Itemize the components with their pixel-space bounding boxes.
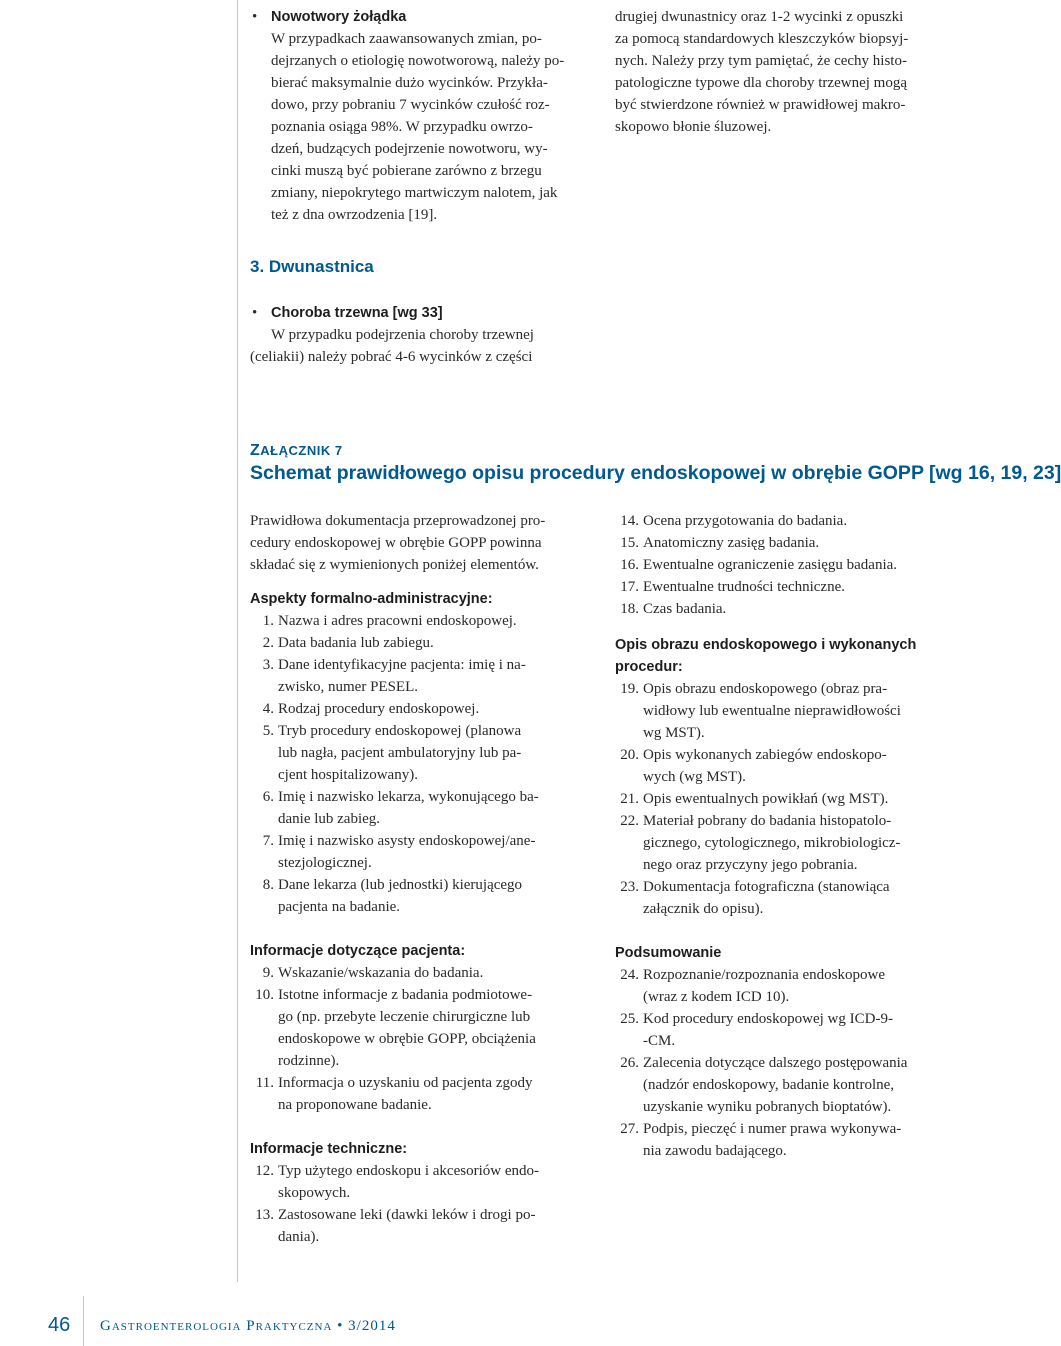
list-item-text	[641, 1118, 951, 1162]
text-line: Ewentualne trudności techniczne.	[643, 579, 846, 595]
page-number: 46	[48, 1314, 71, 1336]
list-item-number: 10.	[255, 987, 274, 1003]
text-line: Imię i nazwisko lekarza, wykonującego ba-	[278, 789, 539, 805]
list-item-number: 20.	[620, 747, 639, 763]
text-line: nych. Należy przy tym pamiętać, że cechy histo-	[615, 53, 907, 69]
list-item-text	[641, 576, 951, 598]
text-line: dania).	[278, 1229, 320, 1245]
group-heading	[615, 634, 951, 678]
bullet-title: Nowotwory żołądka	[271, 9, 407, 25]
list-item-text	[276, 1072, 586, 1116]
text-line: dowo, przy pobraniu 7 wycinków czułość roz-	[271, 97, 550, 113]
list-item-text	[276, 610, 586, 632]
text-line: uzyskanie wyniku pobranych bioptatów).	[643, 1099, 892, 1115]
text-line: nego oraz przyczyny jego pobrania.	[643, 857, 858, 873]
text-line: skopowo błonie śluzowej.	[615, 119, 772, 135]
text-line: danie lub zabieg.	[278, 811, 381, 827]
text-line: Dane lekarza (lub jednostki) kierującego	[278, 877, 523, 893]
list-item-text	[276, 830, 586, 874]
numbered-list	[250, 962, 586, 1116]
section-title-duodenum: 3. Dwunastnica	[250, 257, 374, 276]
list-item	[615, 876, 951, 920]
text-line: go (np. przebyte leczenie chirurgiczne lub	[278, 1009, 531, 1025]
text-line: zwisko, numer PESEL.	[278, 679, 418, 695]
list-item-number: 27.	[620, 1121, 639, 1137]
list-item-text	[276, 720, 586, 786]
text-line: Rozpoznanie/rozpoznania endoskopowe	[643, 967, 885, 983]
text-line: być stwierdzone również w prawidłowej makro-	[615, 97, 906, 113]
list-item	[250, 720, 586, 786]
numbered-list	[250, 610, 586, 918]
list-item-number: 19.	[620, 681, 639, 697]
numbered-list	[615, 510, 951, 620]
journal-footer: Gastroenterologia Praktyczna • 3/2014	[100, 1318, 396, 1334]
text-line: rodzinne).	[278, 1053, 340, 1069]
text-line: załącznik do opisu).	[643, 901, 764, 917]
text-line: wg MST).	[643, 725, 705, 741]
attachment-title: Schemat prawidłowego opisu procedury endoskopowej w obrębie GOPP [wg 16, 19, 23]	[250, 462, 1061, 484]
top-left-column	[252, 6, 596, 226]
list-item	[250, 632, 586, 654]
numbered-list	[615, 678, 951, 920]
list-item-number: 8.	[262, 877, 274, 893]
list-item-text	[276, 1204, 586, 1248]
text-line: dzeń, budzących podejrzenie nowotworu, wy-	[271, 141, 548, 157]
bullet-celiac	[252, 302, 596, 324]
list-item	[250, 1204, 586, 1248]
list-item-text	[641, 964, 951, 1008]
text-line: dejrzanych o etiologię nowotworową, należy po-	[271, 53, 565, 69]
list-item-number: 6.	[262, 789, 274, 805]
list-item-text	[641, 1008, 951, 1052]
list-item	[615, 1008, 951, 1052]
list-item	[250, 786, 586, 830]
list-item	[615, 678, 951, 744]
list-item	[615, 744, 951, 788]
list-item-number: 5.	[262, 723, 274, 739]
heading-line: Opis obrazu endoskopowego i wykonanych	[615, 637, 917, 653]
list-item-text	[641, 788, 951, 810]
text-line: Zastosowane leki (dawki leków i drogi po-	[278, 1207, 536, 1223]
list-item	[250, 698, 586, 720]
text-line: Dokumentacja fotograficzna (stanowiąca	[643, 879, 890, 895]
list-item-number: 25.	[620, 1011, 639, 1027]
list-item-text	[641, 678, 951, 744]
text-line: pacjenta na badanie.	[278, 899, 401, 915]
list-item	[250, 1160, 586, 1204]
attachment-label-initial: Z	[250, 442, 261, 459]
text-line: -CM.	[643, 1033, 676, 1049]
footer-separator	[83, 1296, 84, 1346]
text-line: cjent hospitalizowany).	[278, 767, 418, 783]
list-item-number: 14.	[620, 513, 639, 529]
text-line: (nadzór endoskopowy, badanie kontrolne,	[643, 1077, 895, 1093]
text-line: endoskopowe w obrębie GOPP, obciążenia	[278, 1031, 536, 1047]
top-right-column	[615, 6, 960, 138]
list-item-number: 17.	[620, 579, 639, 595]
text-line: W przypadku podejrzenia choroby trzewnej	[271, 327, 534, 343]
list-item	[250, 654, 586, 698]
list-item	[250, 1072, 586, 1116]
text-line: Opis obrazu endoskopowego (obraz pra-	[643, 681, 888, 697]
list-item	[250, 874, 586, 918]
top-left-column-2	[250, 302, 596, 368]
list-item-number: 7.	[262, 833, 274, 849]
text-line: poznania osiąga 98%. W przypadku owrzo-	[271, 119, 533, 135]
text-line: za pomocą standardowych kleszczyków biopsyj-	[615, 31, 909, 47]
list-item	[615, 554, 951, 576]
group-heading: Informacje techniczne:	[250, 1141, 408, 1157]
list-item-text	[641, 554, 951, 576]
list-item-number: 1.	[262, 613, 274, 629]
text-line: wych (wg MST).	[643, 769, 746, 785]
list-item	[615, 1052, 951, 1118]
numbered-list	[615, 964, 951, 1162]
bullet-icon: •	[252, 9, 258, 25]
list-item	[615, 598, 951, 620]
text-line: Rodzaj procedury endoskopowej.	[278, 701, 480, 717]
list-item-text	[276, 698, 586, 720]
list-item-text	[276, 874, 586, 918]
list-item-text	[276, 1160, 586, 1204]
text-line: lub nagła, pacjent ambulatoryjny lub pa-	[278, 745, 522, 761]
text-line: bierać maksymalnie dużo wycinków. Przykła-	[271, 75, 548, 91]
text-line: Nazwa i adres pracowni endoskopowej.	[278, 613, 517, 629]
list-item	[250, 962, 586, 984]
list-item-number: 24.	[620, 967, 639, 983]
list-item-number: 11.	[255, 1075, 274, 1091]
list-item-number: 16.	[620, 557, 639, 573]
list-item	[615, 510, 951, 532]
list-item-number: 15.	[620, 535, 639, 551]
list-item-text	[641, 598, 951, 620]
text-line: Materiał pobrany do badania histopatolo-	[643, 813, 892, 829]
celiac-paragraph	[250, 324, 596, 368]
group-heading: Informacje dotyczące pacjenta:	[250, 943, 466, 959]
text-line: też z dna owrzodzenia [19].	[271, 207, 438, 223]
text-line: W przypadkach zaawansowanych zmian, po-	[271, 31, 542, 47]
text-line: patologiczne typowe dla choroby trzewnej mogą	[615, 75, 907, 91]
list-item	[250, 984, 586, 1072]
text-line: Istotne informacje z badania podmiotowe-	[278, 987, 533, 1003]
text-line: na proponowane badanie.	[278, 1097, 432, 1113]
text-line: Imię i nazwisko asysty endoskopowej/ane-	[278, 833, 536, 849]
text-line: Typ użytego endoskopu i akcesoriów endo-	[278, 1163, 539, 1179]
text-line: składać się z wymienionych poniżej elementów.	[250, 557, 539, 573]
text-line: Kod procedury endoskopowej wg ICD-9-	[643, 1011, 893, 1027]
text-line: zmiany, niepokrytego martwiczym nalotem, jak	[271, 185, 558, 201]
text-line: cedury endoskopowej w obrębie GOPP powinna	[250, 535, 542, 551]
list-item-text	[641, 532, 951, 554]
text-line: Ocena przygotowania do badania.	[643, 513, 848, 529]
bullet-stomach-cancer	[252, 6, 596, 28]
text-line: Informacja o uzyskaniu od pacjenta zgody	[278, 1075, 533, 1091]
list-item-text	[641, 744, 951, 788]
text-line: Dane identyfikacyjne pacjenta: imię i na-	[278, 657, 526, 673]
list-item-number: 3.	[262, 657, 274, 673]
text-line: Czas badania.	[643, 601, 727, 617]
lower-left-column	[250, 510, 586, 1248]
text-line: cinki muszą być pobierane zarówno z brzegu	[271, 163, 542, 179]
list-item-number: 9.	[262, 965, 274, 981]
text-line: Opis wykonanych zabiegów endoskopo-	[643, 747, 887, 763]
list-item-text	[276, 786, 586, 830]
list-item	[615, 810, 951, 876]
list-item	[615, 1118, 951, 1162]
bullet-title: Choroba trzewna [wg 33]	[271, 305, 443, 321]
list-item	[615, 576, 951, 598]
list-item	[615, 532, 951, 554]
text-line: nia zawodu badającego.	[643, 1143, 787, 1159]
list-item-number: 13.	[255, 1207, 274, 1223]
list-item-text	[641, 510, 951, 532]
text-line: Prawidłowa dokumentacja przeprowadzonej pro-	[250, 513, 546, 529]
lower-right-column	[615, 510, 951, 1162]
text-line: (wraz z kodem ICD 10).	[643, 989, 790, 1005]
list-item	[615, 964, 951, 1008]
text-line: Data badania lub zabiegu.	[278, 635, 434, 651]
list-item-number: 18.	[620, 601, 639, 617]
list-item-text	[276, 984, 586, 1072]
bullet-icon: •	[252, 305, 258, 321]
text-line: stezjologicznej.	[278, 855, 372, 871]
text-line: Zalecenia dotyczące dalszego postępowania	[643, 1055, 908, 1071]
list-item-number: 26.	[620, 1055, 639, 1071]
list-item-number: 23.	[620, 879, 639, 895]
list-item	[615, 788, 951, 810]
numbered-list	[250, 1160, 586, 1248]
list-item-text	[276, 654, 586, 698]
text-line: gicznego, cytologicznego, mikrobiologicz-	[643, 835, 901, 851]
list-item-number: 2.	[262, 635, 274, 651]
list-item-text	[276, 632, 586, 654]
text-line: Opis ewentualnych powikłań (wg MST).	[643, 791, 889, 807]
list-item-number: 22.	[620, 813, 639, 829]
stomach-cancer-paragraph	[271, 28, 596, 226]
heading-line: procedur:	[615, 659, 683, 675]
group-heading: Aspekty formalno-administracyjne:	[250, 591, 493, 607]
list-item-text	[641, 810, 951, 876]
list-item	[250, 610, 586, 632]
list-item	[250, 830, 586, 874]
list-item-number: 4.	[262, 701, 274, 717]
column-divider-line	[237, 0, 238, 1282]
text-line: skopowych.	[278, 1185, 351, 1201]
text-line: widłowy lub ewentualne nieprawidłowości	[643, 703, 901, 719]
list-item-number: 21.	[620, 791, 639, 807]
list-item-number: 12.	[255, 1163, 274, 1179]
text-line: Tryb procedury endoskopowej (planowa	[278, 723, 522, 739]
text-line: Anatomiczny zasięg badania.	[643, 535, 820, 551]
list-item-text	[641, 1052, 951, 1118]
text-line: (celiakii) należy pobrać 4-6 wycinków z części	[250, 349, 533, 365]
text-line: drugiej dwunastnicy oraz 1-2 wycinki z opuszki	[615, 9, 904, 25]
list-item-text	[276, 962, 586, 984]
text-line: Ewentualne ograniczenie zasięgu badania.	[643, 557, 898, 573]
attachment-label-rest: AŁĄCZNIK 7	[260, 443, 343, 458]
text-line: Podpis, pieczęć i numer prawa wykonywa-	[643, 1121, 902, 1137]
group-heading: Podsumowanie	[615, 945, 722, 961]
attachment-label	[250, 442, 343, 460]
text-line: Wskazanie/wskazania do badania.	[278, 965, 484, 981]
list-item-text	[641, 876, 951, 920]
